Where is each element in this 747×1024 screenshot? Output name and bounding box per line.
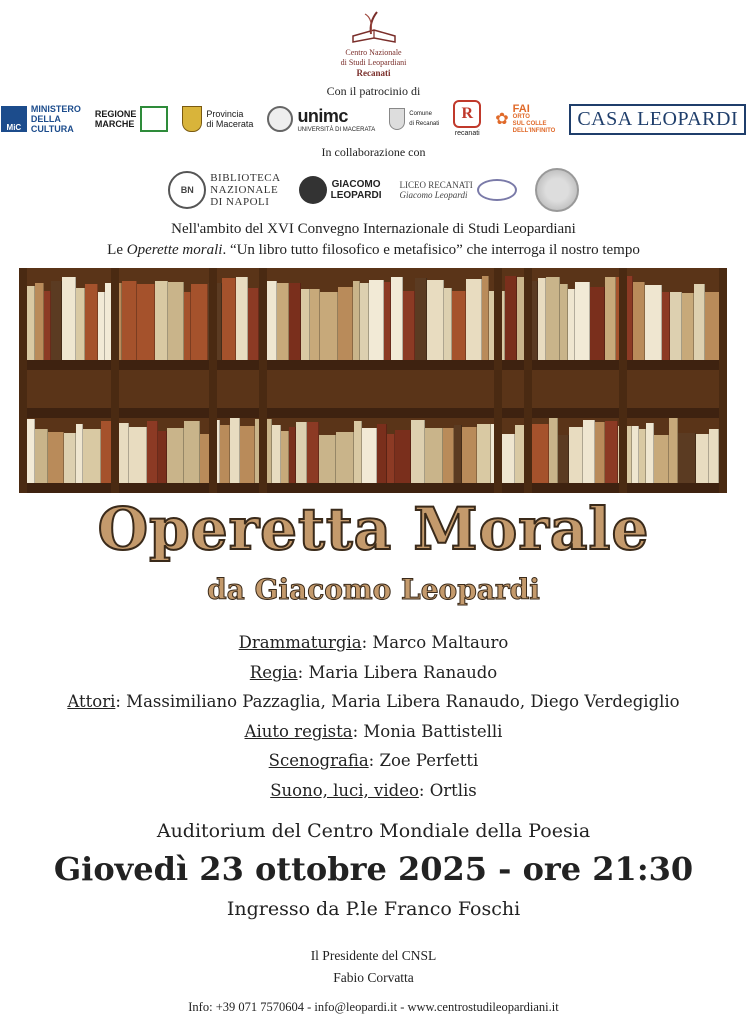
collaboration-label: In collaborazione con [321,145,426,159]
cnsl-logo [0,8,747,78]
book-spine [639,429,646,483]
book-spine [505,276,517,360]
book-spine [415,278,427,360]
book-spine [158,431,167,483]
comune-line2: di Recanati [409,121,440,127]
event-context [0,219,747,261]
book-spine [569,427,583,483]
book-spine [454,425,462,483]
leopardi-portrait-icon [299,176,327,204]
book-spine [62,277,76,360]
biblioteca-line2: NAZIONALE [210,184,279,196]
book-spine [319,435,336,483]
liceo-recanati-logo [400,179,517,201]
book-spine [605,421,618,483]
book-spine [220,425,230,483]
credit-role: Aiuto regista [244,721,353,741]
recanati-logo [453,100,481,139]
unimc-wordmark: unimc [297,105,348,126]
book-spine [307,422,319,483]
show-title: Operetta Morale [97,495,650,563]
book-spine [444,288,452,360]
unimc-seal-icon [267,106,293,132]
regione-line2: MARCHE [94,119,135,129]
book-spine [568,289,575,360]
book-spine [76,424,83,483]
book-spine [583,420,595,483]
liceo-line1: LICEO RECANATI [399,180,473,190]
cabinet-frame [524,268,532,493]
book-spine [296,422,307,483]
credit-line [0,746,747,776]
book-spine [338,287,353,360]
ministero-cultura-logo [1,104,81,134]
credits-list [0,628,747,805]
credit-role: Drammaturgia [238,633,362,652]
giacomo-leopardi-logo [299,176,382,204]
cabinet-frame [619,268,627,493]
book-spine [230,418,240,483]
giacomo-line1: GIACOMO [331,179,381,190]
credit-value: : Ortlis [418,780,477,800]
president-title: Il Presidente del CNSL [310,948,437,963]
event-date: Giovedì 23 ottobre 2025 - ore 21:30 [53,850,694,888]
credit-line [0,687,747,717]
provincia-shield-icon [182,106,202,132]
contact-info: Info: +39 071 7570604 - info@leopardi.it - www.centrostudileopardiani.it [188,1000,559,1014]
book-spine [354,421,362,483]
book-spine [443,428,454,483]
book-spine [129,427,147,483]
regione-flag-icon [140,106,168,132]
book-spine [477,424,491,483]
fai-sub-line1: ORTO [512,113,530,120]
book-spine [360,283,369,360]
book-spine [662,292,670,360]
book-spine [222,278,236,360]
cabinet-frame [209,268,217,493]
book-spine [137,284,155,360]
book-spine [482,276,489,360]
book-spine [155,281,168,360]
book-spine [646,423,654,483]
cabinet-frame [19,268,27,493]
fai-sub-line3: DELL'INFINITO [512,127,556,134]
book-spine [694,284,705,360]
book-spine [427,280,444,360]
book-spine [167,428,184,483]
comune-shield-icon [389,108,405,130]
provincia-macerata-logo [182,106,253,132]
book-spine [709,429,719,483]
book-spine [558,435,569,483]
casa-leopardi-logo: CASA LEOPARDI [569,104,746,135]
cabinet-frame [259,268,267,493]
book-spine [320,292,338,360]
book-spine [395,430,411,483]
provincia-line2: di Macerata [206,119,254,129]
credit-line [0,776,747,806]
fai-logo [495,104,555,135]
book-spine [240,426,255,483]
book-spine [462,427,477,483]
book-spine [549,418,558,483]
biblioteca-napoli-logo [168,171,280,209]
book-spine [83,429,101,483]
book-spine [44,291,51,360]
fai-wordmark: FAI [512,102,530,115]
book-spine [546,277,560,360]
ministero-line3: CULTURA [30,124,74,134]
credit-line [0,658,747,688]
president-signature [0,945,747,989]
recanati-wordmark: recanati [454,129,480,137]
book-spine [377,424,387,483]
book-spine [184,292,191,360]
book-spine [590,287,605,360]
cabinet-frame [494,268,502,493]
book-spine [147,421,158,483]
book-spine [645,285,662,360]
book-spine [532,424,549,483]
collaborator-logos [0,166,747,214]
mic-icon: MiC [1,106,27,132]
unimc-subtitle: UNIVERSITÀ DI MACERATA [297,126,376,133]
book-spine [277,283,289,360]
book-spine [466,279,482,360]
fai-sub-line2: SUL COLLE [512,120,547,127]
book-spine [64,433,76,483]
context-line2-pre: Le [107,242,127,258]
context-line2-italic: Operette morali [126,242,223,258]
org-city: Recanati [356,68,391,78]
book-spine [76,288,85,360]
book-spine [538,278,546,360]
book-spine [575,282,590,360]
patronage-label: Con il patrocinio di [326,84,421,98]
credit-line [0,717,747,747]
credit-value: : Zoe Perfetti [368,751,479,770]
book-spine [289,427,296,483]
book-spine [678,433,696,483]
book-spine [425,428,443,483]
book-spine [669,418,678,483]
book-spine [560,284,568,360]
book-spine [98,292,105,360]
book-spine [369,280,384,360]
book-spine [403,291,415,360]
book-spine [310,289,320,360]
book-spine [605,277,616,360]
book-spine [411,420,425,483]
fai-flower-icon: ✿ [495,111,509,128]
book-spine [184,421,200,483]
venue: Auditorium del Centro Mondiale della Poesia [156,820,591,842]
book-spine [391,277,403,360]
book-spine [289,283,301,360]
book-spine [362,428,377,483]
book-spine [122,281,137,360]
president-name: Fabio Corvatta [333,970,414,985]
regione-marche-logo [95,106,169,132]
giacomo-line2: LEOPARDI [330,190,382,201]
book-spine [682,293,694,360]
ministero-line1: MINISTERO [30,104,81,114]
book-spine [452,291,466,360]
book-spine [670,292,682,360]
book-spine [48,432,64,483]
regione-line1: REGIONE [94,109,137,119]
comune-line1: Comune [409,111,432,117]
book-spine [35,283,44,360]
patron-logos [0,98,747,140]
book-spine [51,281,62,360]
book-spine [248,288,259,360]
book-spine [595,422,605,483]
medallion-icon [535,168,579,212]
biblioteca-seal-icon: BN [168,171,206,209]
cabinet-frame [719,268,727,493]
ministero-line2: DELLA [30,114,61,124]
biblioteca-line3: DI NAPOLI [210,196,270,208]
credit-role: Attori [67,692,116,711]
context-line2-post: . “Un libro tutto filosofico e metafisico” che interroga il nostro tempo [222,242,640,258]
org-name-line1: Centro Nazionale [345,48,402,57]
credit-role: Regia [249,662,298,682]
book-spine [632,426,639,483]
credit-value: : Massimiliano Pazzaglia, Maria Libera Ranaudo, Diego Verdegiglio [115,692,680,711]
book-spine [654,435,669,483]
book-spine [301,289,310,360]
book-spine [353,281,360,360]
credit-role: Suono, luci, video [270,780,419,800]
book-spine [336,432,354,483]
book-spine [168,282,184,360]
credit-value: : Monia Battistelli [352,721,503,741]
book-spine [281,431,289,483]
book-spine [236,277,248,360]
credit-value: : Maria Libera Ranaudo [297,662,498,682]
org-name-line2: di Studi Leopardiani [340,58,407,67]
book-spine [191,284,208,360]
entrance: Ingresso da P.le Franco Foschi [226,898,521,920]
context-line1: Nell'ambito del XVI Convegno Internazionale di Studi Leopardiani [171,221,576,237]
book-spine [384,282,391,360]
provincia-line1: Provincia [206,109,244,119]
book-spine [272,425,281,483]
infinity-loop-icon [477,179,517,201]
book-spine [85,284,98,360]
book-spine [633,282,645,360]
book-spine [387,434,395,483]
show-subtitle: da Giacomo Leopardi [207,573,540,606]
credit-value: : Marco Maltauro [361,633,509,652]
credit-line [0,628,747,658]
recanati-r-icon: R [453,100,481,128]
context-line2 [0,240,747,261]
book-spine [696,434,709,483]
comune-recanati-logo [389,108,439,130]
liceo-line2: Giacomo Leopardi [399,190,468,200]
credit-role: Scenografia [268,751,369,770]
cabinet-frame [111,268,119,493]
book-quill-icon [347,8,401,48]
biblioteca-line1: BIBLIOTECA [210,172,281,184]
unimc-logo [267,106,375,133]
book-spine [35,429,48,483]
bookcase-photo [19,268,727,493]
